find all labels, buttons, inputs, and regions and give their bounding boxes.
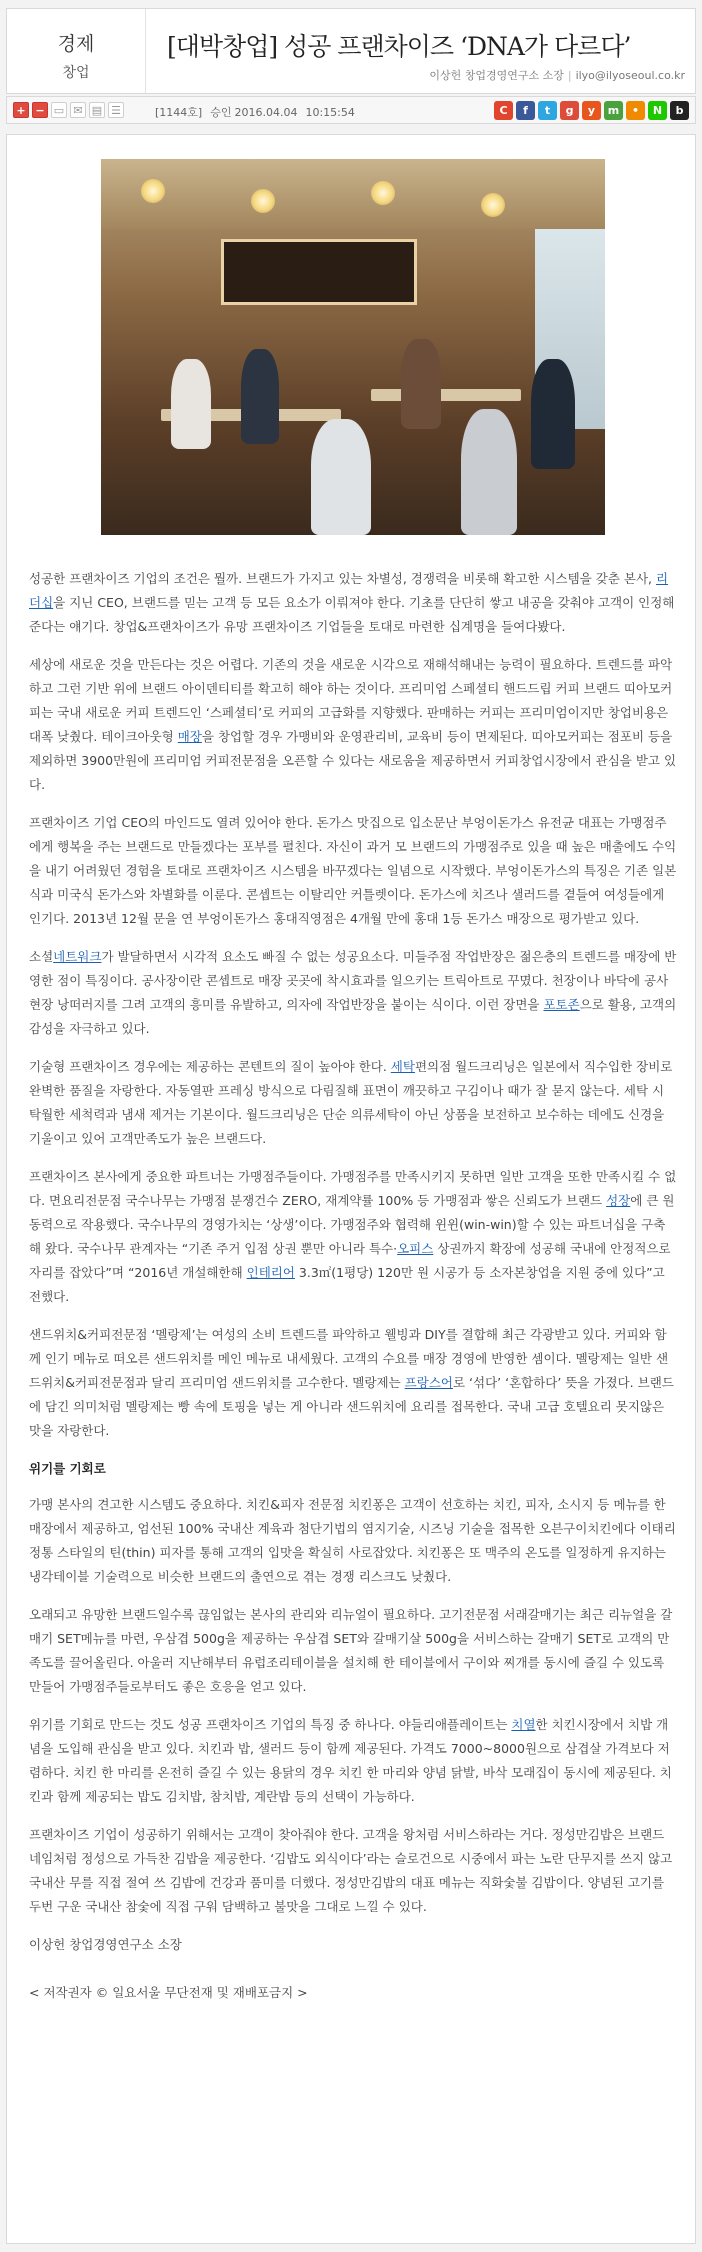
issue-number: [1144호] [155, 106, 203, 119]
paragraph-text: 에 큰 원동력으로 작용했다. 국수나무의 경영가치는 ‘상생’이다. 가맹점주와 협력해 윈윈(win-win)할 수 있는 파트너십을 구축해 왔다. 국수나무 관계자는 “기존 주거 입점 상권 뿐만 아니라 특수· [29, 1193, 675, 1256]
font-size-down-button[interactable]: − [32, 102, 48, 118]
share-google-icon[interactable]: g [560, 101, 579, 120]
share-buttons [494, 101, 689, 120]
paragraph-text: 을 지닌 CEO, 브랜드를 믿는 고객 등 모든 요소가 이뤄져야 한다. 기초를 단단히 쌓고 내공을 갖춰야 고객이 인정해 준다는 얘기다. 창업&프랜차이즈가 유망 프랜차이즈 기업들을 토대로 마련한 십계명을 들여다봤다. [29, 595, 675, 634]
print-icon[interactable]: ▭ [51, 102, 67, 118]
paragraph-text: 을 창업할 경우 가맹비와 운영관리비, 교육비 등이 면제된다. 띠아모커피는 점포비 등을 제외하면 3900만원에 프리미엄 커피전문점을 오픈할 수 있다는 새로움을 제공하면서 커피창업시장에서 관심을 받고 있다. [29, 729, 677, 792]
keyword-link[interactable]: 오피스 [397, 1241, 434, 1256]
scrap-icon[interactable]: ▤ [89, 102, 105, 118]
ceiling-light [251, 189, 275, 213]
paragraph-text: 가맹 본사의 견고한 시스템도 중요하다. 치킨&피자 전문점 치킨퐁은 고객이 선호하는 치킨, 피자, 소시지 등 메뉴를 한 매장에서 제공하고, 엄선된 100% 국내산 계육과 첨단기법의 염지기술, 시즈닝 기술을 접목한 오븐구이치킨에다 이태리 정통 스타일의 틴(thin) 피자를 통해 고객의 입맛을 확실히 사로잡았다. 치킨퐁은 또 맥주의 온도를 일정하게 유지하는 냉각테이블 기술력으로 비슷한 브랜드의 출연으로 겪는 경쟁 리스크도 낮췄다. [29, 1497, 676, 1584]
paragraph-text: 소셜 [29, 949, 54, 964]
article-text [29, 567, 677, 2005]
share-facebook-icon[interactable]: f [516, 101, 535, 120]
share-band-icon[interactable]: b [670, 101, 689, 120]
restaurant-photo [101, 159, 605, 535]
customer [531, 359, 575, 469]
article-paragraph [29, 945, 677, 1041]
category-main[interactable]: 경제 [57, 33, 95, 55]
dining-table [371, 389, 521, 401]
category-sub[interactable]: 창업 [62, 65, 90, 81]
section-subheading [29, 1457, 677, 1481]
paragraph-text: 가 발달하면서 시각적 요소도 빠질 수 없는 성공요소다. 미들주점 작업반장은 젊은층의 트렌드를 매장에 반영한 점이 특징이다. 공사장이란 콘셉트로 매장 곳곳에 착시효과를 일으키는 트릭아트로 꾸몄다. 천장이나 바닥에 공사현장 낭떠러지를 그려 고객의 흥미를 유발하고, 의자에 작업반장을 붙이는 식이다. 이런 장면을 [29, 949, 677, 1012]
article-paragraph [29, 1933, 677, 1957]
paragraph-text: 상권까지 확장에 성공해 국내에 안정적으로 자리를 잡았다”며 “2016년 개설해한해 [29, 1241, 671, 1280]
paragraph-text: 세상에 새로운 것을 만든다는 것은 어렵다. 기존의 것을 새로운 시각으로 재해석해내는 능력이 필요하다. 트렌드를 파악하고 그런 기반 위에 브랜드 아이덴티티를 확고히 해야 하는 것이다. 프리미엄 스페셜티 핸드드립 커피 브랜드 띠아모커피는 국내 새로운 커피 트렌드인 ‘스페셜티’로 커피의 고급화를 지향했다. 판매하는 커피는 프리미엄이지만 창업비용은 대폭 낮췄다. 테이크아웃형 [29, 657, 673, 744]
list-icon[interactable]: ☰ [108, 102, 124, 118]
paragraph-text: 프랜차이즈 기업 CEO의 마인드도 열려 있어야 한다. 돈가스 맛집으로 입소문난 부엉이돈가스 유전균 대표는 가맹점주에게 행복을 주는 브랜드로 만들겠다는 포부를 펼친다. 자신이 과거 모 브랜드의 가맹점주로 있을 때 높은 매출에도 수익을 내기 어려웠던 경험을 토대로 프랜차이즈 시스템을 바꾸겠다는 일념으로 시작했다. 부엉이돈가스의 특징은 기존 일본식과 미국식 돈가스와 차별화를 이룬다. 콘셉트는 이탈리안 커틀렛이다. 돈가스에 치즈나 샐러드를 곁들여 여성들에게 인기다. 2013년 12월 문을 연 부엉이돈가스 홍대직영점은 4개월 만에 홍대 1등 돈가스 매장으로 평가받고 있다. [29, 815, 677, 926]
ceiling-light [371, 181, 395, 205]
ceiling-light [141, 179, 165, 203]
keyword-link[interactable]: 리더십 [29, 571, 669, 610]
customer [171, 359, 211, 449]
customer [461, 409, 517, 535]
customer [241, 349, 279, 444]
article-paragraph [29, 1493, 677, 1589]
font-size-up-button[interactable]: + [13, 102, 29, 118]
publish-date: 2016.04.04 [234, 106, 298, 119]
paragraph-text: 편의점 월드크리닝은 일본에서 직수입한 장비로 완벽한 품질을 자랑한다. 자동열판 프레싱 방식으로 다림질해 표면이 깨끗하고 구김이나 때가 잘 묻지 않는다. 세탁 시 탁월한 세척력과 냄새 제거는 기본이다. 월드크리닝은 단순 의류세탁이 아닌 상품을 보전하고 보수하는 데에도 신경을 기울이고 있어 고객만족도가 높은 브랜드다. [29, 1059, 673, 1146]
menu-board [221, 239, 417, 305]
paragraph-text: 위기를 기회로 [29, 1461, 106, 1476]
paragraph-text: 프랜차이즈 본사에게 중요한 파트너는 가맹점주들이다. 가맹점주를 만족시키지 못하면 일반 고객을 또한 만족시킬 수 없다. 면요리전문점 국수나무는 가맹점 분쟁건수 ZERO, 재계약률 100% 등 가맹점과 쌓은 신뢰도가 브랜드 [29, 1169, 677, 1208]
publish-time: 10:15:54 [305, 106, 355, 119]
author-email[interactable]: ilyo@ilyoseoul.co.kr [575, 69, 685, 82]
article-paragraph [29, 1323, 677, 1443]
share-c-icon[interactable]: C [494, 101, 513, 120]
share-me2day-icon[interactable]: m [604, 101, 623, 120]
paragraph-text: 성공한 프랜차이즈 기업의 조건은 뭘까. 브랜드가 가지고 있는 차별성, 경쟁력을 비롯해 확고한 시스템을 갖춘 본사, [29, 571, 656, 586]
article-paragraph [29, 1603, 677, 1699]
paragraph-text: 한 치킨시장에서 치밥 개념을 도입해 관심을 받고 있다. 치킨과 밥, 샐러드 등이 함께 제공된다. 가격도 7000~8000원으로 삼겹살 가격보다 저렴하다. 치킨 한 마리를 온전히 즐길 수 있는 용닭의 경우 치킨 한 마리와 양념 닭발, 바삭 모래집이 동시에 제공된다. 치킨과 함께 제공되는 밥도 김치밥, 참치밥, 계란밥 등의 선택이 가능하다. [29, 1717, 672, 1804]
keyword-link[interactable]: 프랑스어 [404, 1375, 453, 1390]
ceiling-light [481, 193, 505, 217]
article-paragraph [29, 1823, 677, 1919]
share-twitter-icon[interactable]: t [538, 101, 557, 120]
article-body [6, 134, 696, 2244]
paragraph-text: 로 ‘섞다’ ‘혼합하다’ 뜻을 가졌다. 브랜드에 담긴 의미처럼 멜랑제는 빵 속에 토핑을 넣는 게 아니라 샌드위치에 요리를 접목한다. 국내 고급 호텔요리 못지않은 맛을 자랑한다. [29, 1375, 674, 1438]
share-yozm-icon[interactable]: y [582, 101, 601, 120]
article-headline: [대박창업] 성공 프랜차이즈 ‘DNA가 다르다’ [167, 32, 631, 61]
keyword-link[interactable]: 포토존 [543, 997, 580, 1012]
keyword-link[interactable]: 세탁 [390, 1059, 415, 1074]
paragraph-text: 이상헌 창업경영연구소 소장 [29, 1937, 182, 1952]
paragraph-text: 3.3㎡(1평당) 120만 원 시공가 등 소자본창업을 지원 중에 있다”고 전했다. [29, 1265, 665, 1304]
paragraph-text: 으로 활용, 고객의 감성을 자극하고 있다. [29, 997, 677, 1036]
paragraph-text: 위기를 기회로 만드는 것도 성공 프랜차이즈 기업의 특징 중 하나다. 야들리애플레이트는 [29, 1717, 512, 1732]
paragraph-text: 기술형 프랜차이즈 경우에는 제공하는 콘텐트의 질이 높아야 한다. [29, 1059, 391, 1074]
byline-separator: | [567, 69, 572, 82]
share-cyworld-icon[interactable]: • [626, 101, 645, 120]
article-toolbar [6, 96, 696, 124]
paragraph-text: 샌드위치&커피전문점 ‘멜랑제’는 여성의 소비 트렌드를 파악하고 웰빙과 DIY를 결합해 최근 각광받고 있다. 커피와 함께 인기 메뉴로 떠오른 샌드위치를 메인 메뉴로 내세웠다. 고객의 수요를 매장 경영에 반영한 셈이다. 멜랑제는 일반 샌드위치&커피전문점과 달리 프리미엄 샌드위치를 고수한다. 멜랑제는 [29, 1327, 669, 1390]
paragraph-text: 프랜차이즈 기업이 성공하기 위해서는 고객이 찾아줘야 한다. 고객을 왕처럼 서비스하라는 거다. 정성만김밥은 브랜드 네임처럼 정성으로 가득찬 김밥을 제공한다. ‘김밥도 외식이다’라는 슬로건으로 시중에서 파는 노란 단무지를 쓰지 않고 국내산 무를 직접 절여 쓰 김밥에 건강과 품미를 더했다. 정성만김밥의 대표 메뉴는 직화숯불 김밥이다. 양념된 고기를 두번 구운 국내산 참숯에 직접 구워 담백하고 불맛을 그대로 느낄 수 있다. [29, 1827, 673, 1914]
keyword-link[interactable]: 성장 [606, 1193, 631, 1208]
byline [429, 67, 685, 83]
keyword-link[interactable]: 인테리어 [246, 1265, 295, 1280]
article-paragraph [29, 1165, 677, 1309]
article-header [6, 8, 696, 94]
article-paragraph [29, 811, 677, 931]
photo-ceiling [101, 159, 605, 229]
customer [401, 339, 441, 429]
copyright-notice: < 저작권자 © 일요서울 무단전재 및 재배포금지 > [29, 1985, 308, 2000]
share-naver-icon[interactable]: N [648, 101, 667, 120]
email-icon[interactable]: ✉ [70, 102, 86, 118]
customer [311, 419, 371, 535]
article-paragraph [29, 1713, 677, 1809]
keyword-link[interactable]: 매장 [177, 729, 202, 744]
article-paragraph [29, 1055, 677, 1151]
keyword-link[interactable]: 치열 [511, 1717, 536, 1732]
category-box[interactable] [7, 9, 146, 93]
date-label: 승인 [210, 106, 232, 119]
author-name: 이상헌 창업경영연구소 소장 [429, 69, 564, 82]
article-paragraph [29, 653, 677, 797]
tool-buttons [13, 102, 124, 118]
keyword-link[interactable]: 네트워크 [53, 949, 102, 964]
article-meta [155, 104, 363, 120]
article-paragraph [29, 567, 677, 639]
paragraph-text: 오래되고 유망한 브랜드일수록 끊임없는 본사의 관리와 리뉴얼이 필요하다. 고기전문점 서래갈매기는 최근 리뉴얼을 갈매기 SET메뉴를 마련, 우삼겹 500g을 제공하는 우삼겹 SET와 갈매기살 500g을 서비스하는 갈매기 SET로 고객의 만족도를 끌어올린다. 아울러 지난해부터 유럽조리테이블을 설치해 한 테이블에서 구이와 찌개를 동시에 즐길 수 있도록 만들어 가맹점주들로부터도 좋은 호응을 얻고 있다. [29, 1607, 673, 1694]
